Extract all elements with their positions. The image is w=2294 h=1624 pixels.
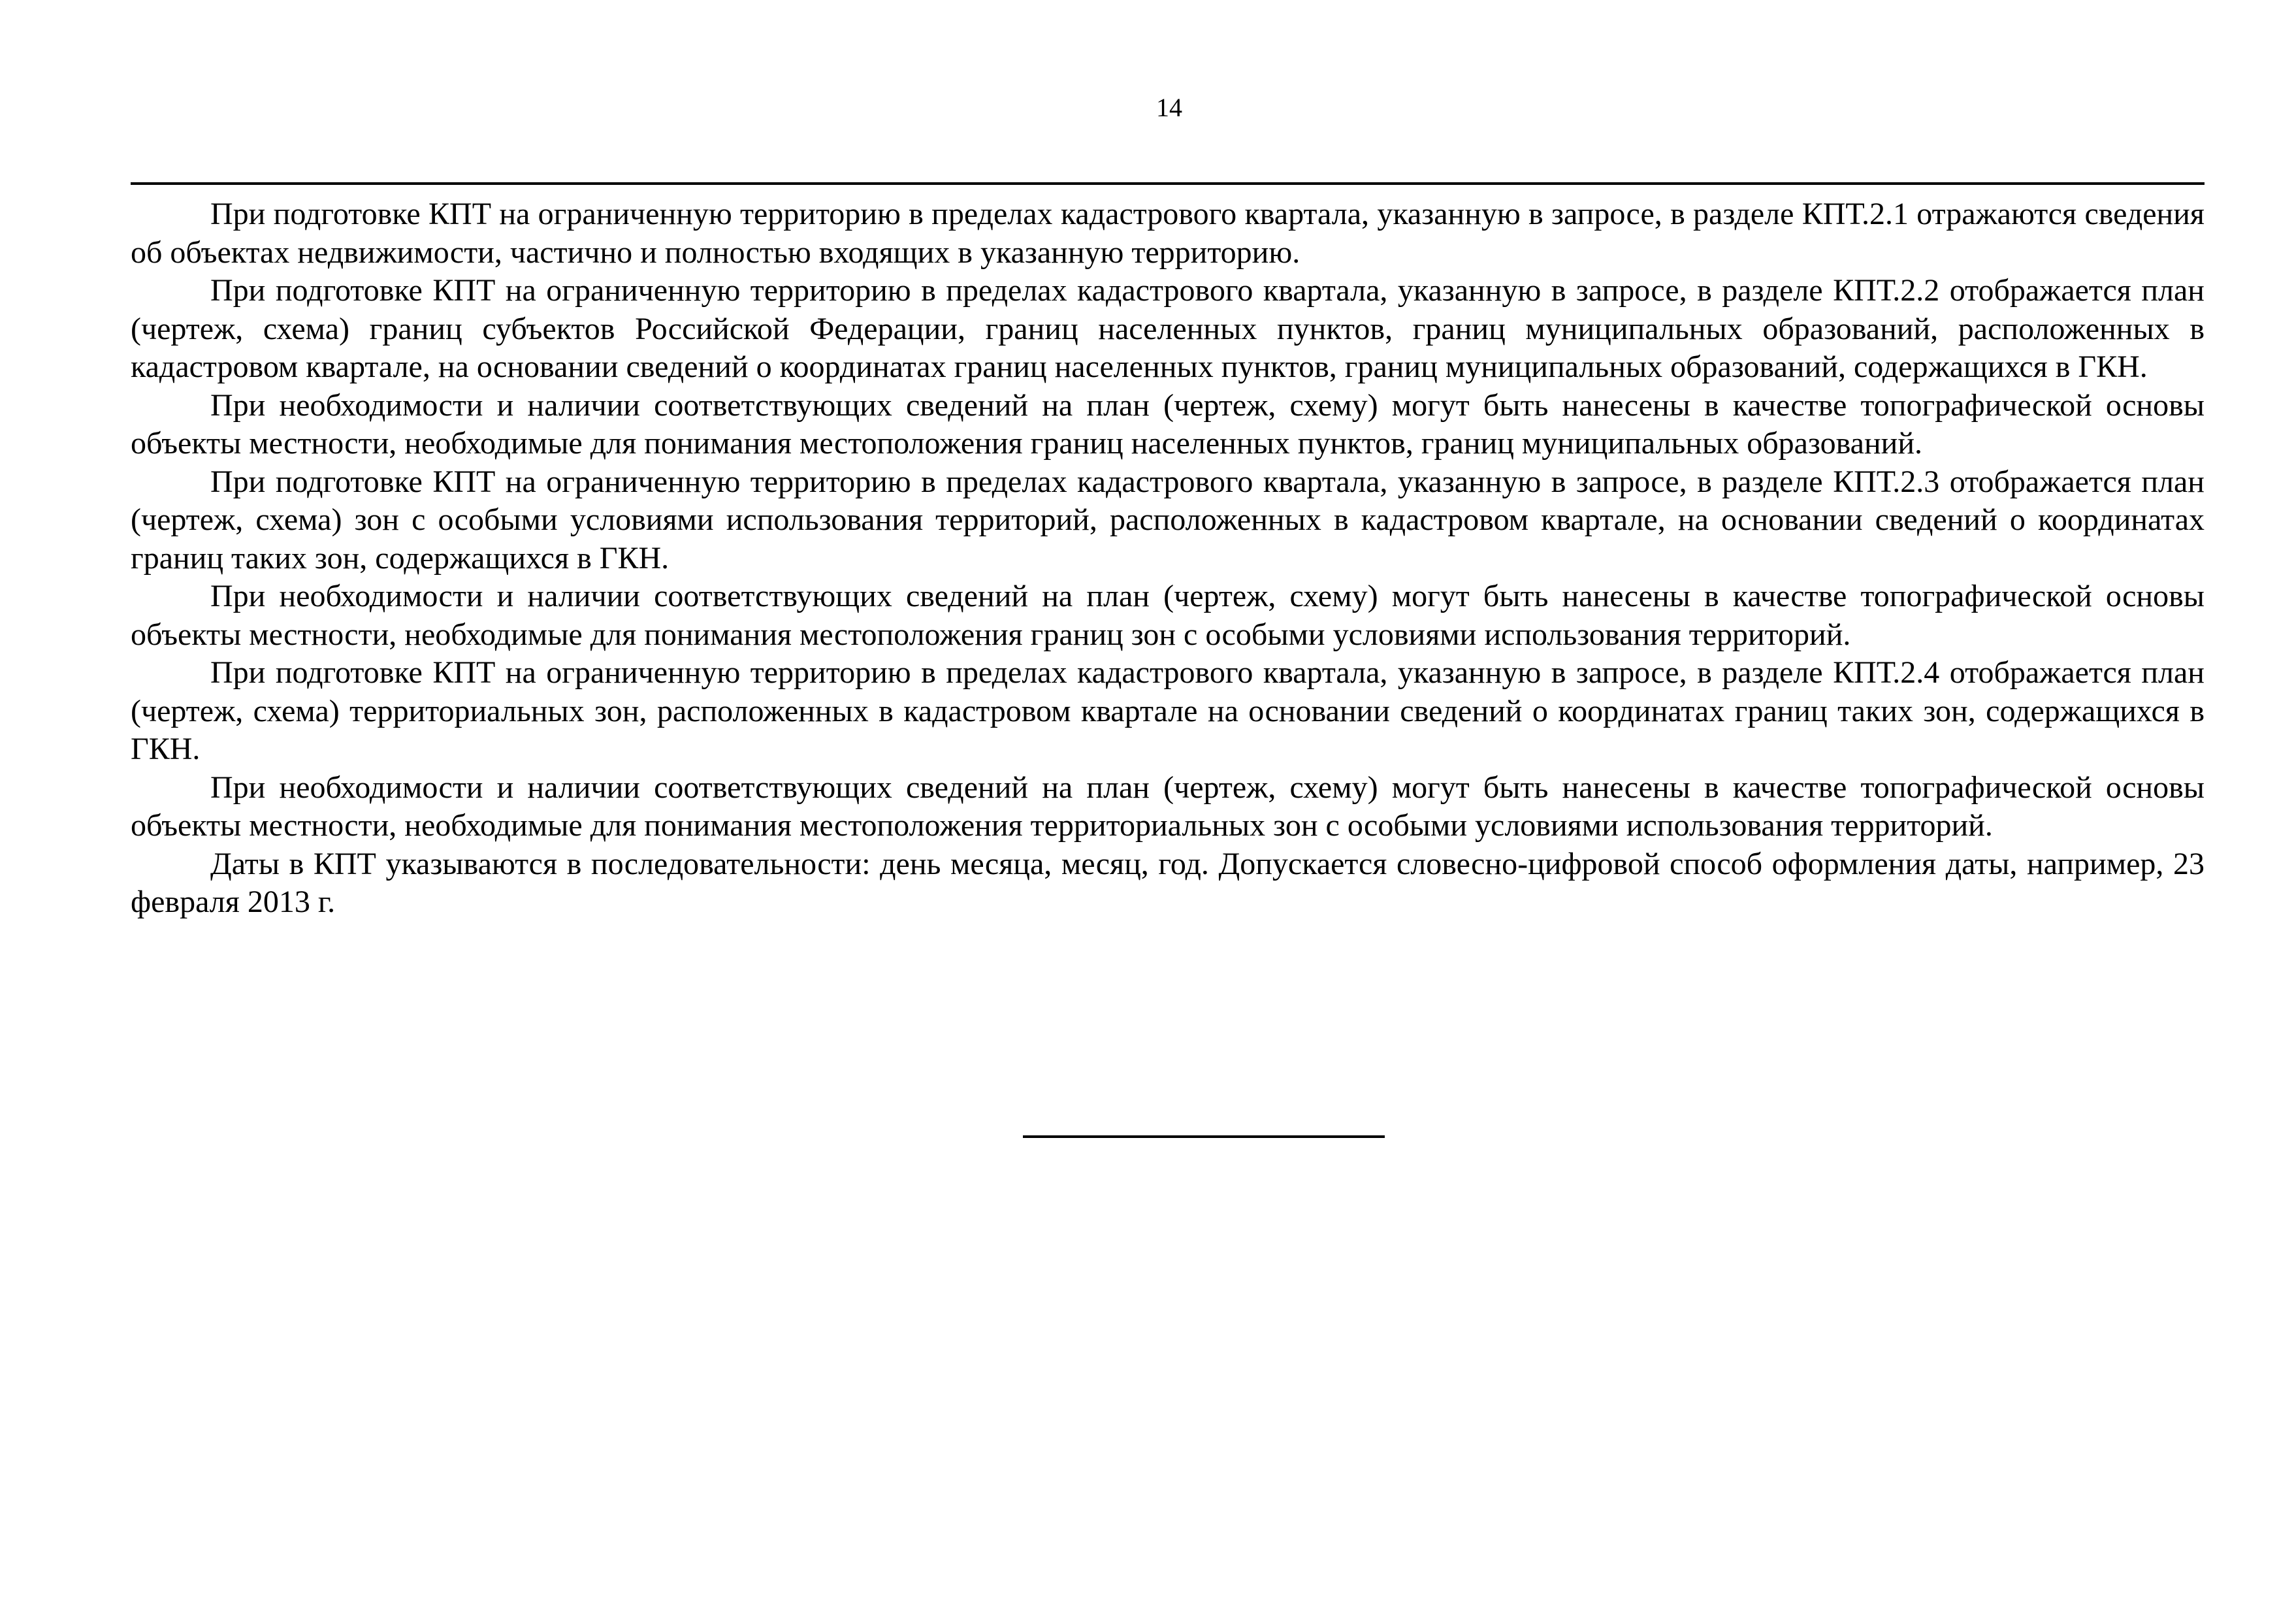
paragraph: При необходимости и наличии соответствующих сведений на план (чертеж, схему) могут быть нанесены в качестве топографической основы объекты местности, необходимые для понимания местоположения границ зон с особыми условиями использования территорий. xyxy=(131,579,2205,652)
paragraph: При подготовке КПТ на ограниченную территорию в пределах кадастрового квартала, указанную в запросе, в разделе КПТ.2.4 отображается план (чертеж, схема) территориальных зон, расположенных в кадастровом квартале на основании сведений о координатах границ таких зон, содержащихся в ГКН. xyxy=(131,655,2205,766)
paragraph: Даты в КПТ указываются в последовательности: день месяца, месяц, год. Допускается словесно-цифровой способ оформления даты, например, 23 февраля 2013 г. xyxy=(131,846,2205,919)
paragraph: При подготовке КПТ на ограниченную территорию в пределах кадастрового квартала, указанную в запросе, в разделе КПТ.2.2 отображается план (чертеж, схема) границ субъектов Российской Федерации, границ населенных пунктов, границ муниципальных образований, расположенных в кадастровом квартале, на основании сведений о координатах границ населенных пунктов, границ муниципальных образований, содержащихся в ГКН. xyxy=(131,273,2205,384)
header-divider xyxy=(131,182,2205,185)
document-body xyxy=(131,195,2205,922)
paragraph: При необходимости и наличии соответствующих сведений на план (чертеж, схему) могут быть нанесены в качестве топографической основы объекты местности, необходимые для понимания местоположения границ населенных пунктов, границ муниципальных образований. xyxy=(131,387,2205,461)
paragraph: При необходимости и наличии соответствующих сведений на план (чертеж, схему) могут быть нанесены в качестве топографической основы объекты местности, необходимые для понимания местоположения территориальных зон с особыми условиями использования территорий. xyxy=(131,770,2205,843)
paragraph: При подготовке КПТ на ограниченную территорию в пределах кадастрового квартала, указанную в запросе, в разделе КПТ.2.3 отображается план (чертеж, схема) зон с особыми условиями использования территорий, расположенных в кадастровом квартале, на основании сведений о координатах границ таких зон, содержащихся в ГКН. xyxy=(131,464,2205,576)
paragraph: При подготовке КПТ на ограниченную территорию в пределах кадастрового квартала, указанную в запросе, в разделе КПТ.2.1 отражаются сведения об объектах недвижимости, частично и полностью входящих в указанную территорию. xyxy=(131,197,2205,270)
end-divider xyxy=(1023,1135,1385,1138)
page-number: 14 xyxy=(1156,93,1182,122)
